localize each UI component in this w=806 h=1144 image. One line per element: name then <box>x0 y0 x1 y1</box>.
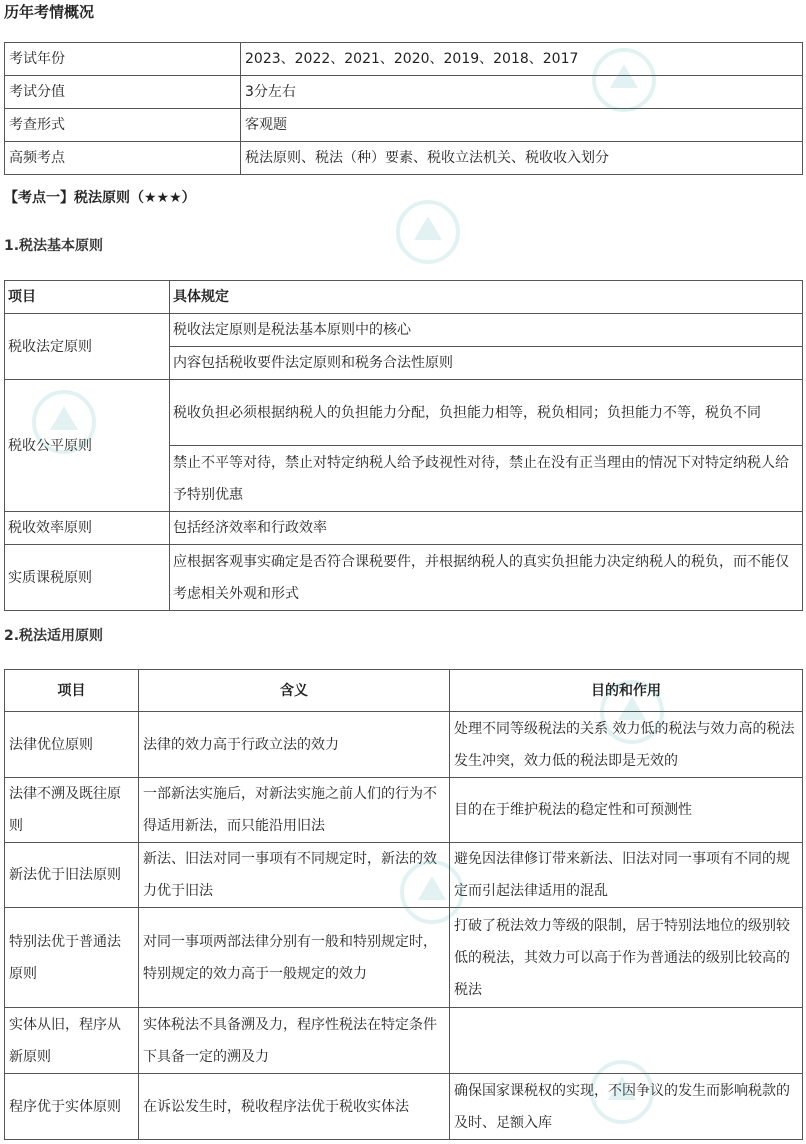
overview-label: 高频考点 <box>5 142 241 175</box>
table-row <box>5 281 803 314</box>
principle-purpose: 打破了税法效力等级的限制，居于特别法地位的级别较低的税法，其效力可以高于作为普通法的级别比较高的税法 <box>450 908 803 1008</box>
overview-value: 税法原则、税法（种）要素、税收立法机关、税收收入划分 <box>241 142 803 175</box>
table-row <box>5 43 803 76</box>
principle-rule: 应根据客观事实确定是否符合课税要件，并根据纳税人的真实负担能力决定纳税人的税负，而不能仅考虑相关外观和形式 <box>170 545 803 611</box>
table-row <box>5 512 803 545</box>
principle-meaning: 在诉讼发生时，税收程序法优于税收实体法 <box>139 1074 450 1140</box>
table-row <box>5 843 803 908</box>
subsection-heading: 1.税法基本原则 <box>4 238 104 254</box>
overview-label: 考试年份 <box>5 43 241 76</box>
principle-meaning: 对同一事项两部法律分别有一般和特别规定时，特别规定的效力高于一般规定的效力 <box>139 908 450 1008</box>
table-row <box>5 109 803 142</box>
table-row <box>5 76 803 109</box>
table-row <box>5 545 803 611</box>
overview-value: 2023、2022、2021、2020、2019、2018、2017 <box>241 43 803 76</box>
principle-name: 程序优于实体原则 <box>5 1074 139 1140</box>
principle-name: 实质课税原则 <box>5 545 170 611</box>
principle-meaning: 一部新法实施后，对新法实施之前人们的行为不得适用新法，而只能沿用旧法 <box>139 778 450 843</box>
table-row <box>5 142 803 175</box>
overview-label: 考试分值 <box>5 76 241 109</box>
principle-name: 税收公平原则 <box>5 380 170 512</box>
column-header: 目的和作用 <box>450 670 803 712</box>
table-row <box>5 670 803 712</box>
principle-name: 法律优位原则 <box>5 712 139 778</box>
section-heading: 【考点一】税法原则（★★★） <box>4 190 196 206</box>
principle-rule: 税收负担必须根据纳税人的负担能力分配，负担能力相等，税负相同；负担能力不等，税负不同 <box>170 380 803 446</box>
column-header: 具体规定 <box>170 281 803 314</box>
principle-name: 特别法优于普通法原则 <box>5 908 139 1008</box>
principle-purpose: 目的在于维护税法的稳定性和可预测性 <box>450 778 803 843</box>
principle-purpose: 避免因法律修订带来新法、旧法对同一事项有不同的规定而引起法律适用的混乱 <box>450 843 803 908</box>
table-row <box>5 380 803 446</box>
principle-rule: 税收法定原则是税法基本原则中的核心 <box>170 314 803 347</box>
principle-rule: 禁止不平等对待，禁止对特定纳税人给予歧视性对待，禁止在没有正当理由的情况下对特定纳税人给予特别优惠 <box>170 446 803 512</box>
overview-label: 考查形式 <box>5 109 241 142</box>
table-row <box>5 908 803 1008</box>
table-row <box>5 778 803 843</box>
exam-overview-table <box>4 42 803 175</box>
basic-principles-table <box>4 280 803 611</box>
principle-purpose: 确保国家课税权的实现，不因争议的发生而影响税款的及时、足额入库 <box>450 1074 803 1140</box>
table-row <box>5 1008 803 1074</box>
column-header: 含义 <box>139 670 450 712</box>
principle-meaning: 实体税法不具备溯及力，程序性税法在特定条件下具备一定的溯及力 <box>139 1008 450 1074</box>
principle-name: 税收效率原则 <box>5 512 170 545</box>
principle-name: 法律不溯及既往原则 <box>5 778 139 843</box>
overview-value: 客观题 <box>241 109 803 142</box>
principle-name: 新法优于旧法原则 <box>5 843 139 908</box>
principle-name: 税收法定原则 <box>5 314 170 380</box>
principle-rule: 内容包括税收要件法定原则和税务合法性原则 <box>170 347 803 380</box>
principle-rule: 包括经济效率和行政效率 <box>170 512 803 545</box>
subsection-heading: 2.税法适用原则 <box>4 628 104 644</box>
column-header: 项目 <box>5 670 139 712</box>
table-row <box>5 314 803 347</box>
principle-purpose: 处理不同等级税法的关系 效力低的税法与效力高的税法发生冲突，效力低的税法即是无效的 <box>450 712 803 778</box>
overview-value: 3分左右 <box>241 76 803 109</box>
principle-meaning: 新法、旧法对同一事项有不同规定时，新法的效力优于旧法 <box>139 843 450 908</box>
application-principles-table <box>4 669 803 1140</box>
watermark-logo-icon <box>396 200 460 264</box>
page-title: 历年考情概况 <box>4 3 95 21</box>
table-row <box>5 712 803 778</box>
principle-purpose <box>450 1008 803 1074</box>
table-row <box>5 1074 803 1140</box>
principle-name: 实体从旧，程序从新原则 <box>5 1008 139 1074</box>
principle-meaning: 法律的效力高于行政立法的效力 <box>139 712 450 778</box>
column-header: 项目 <box>5 281 170 314</box>
